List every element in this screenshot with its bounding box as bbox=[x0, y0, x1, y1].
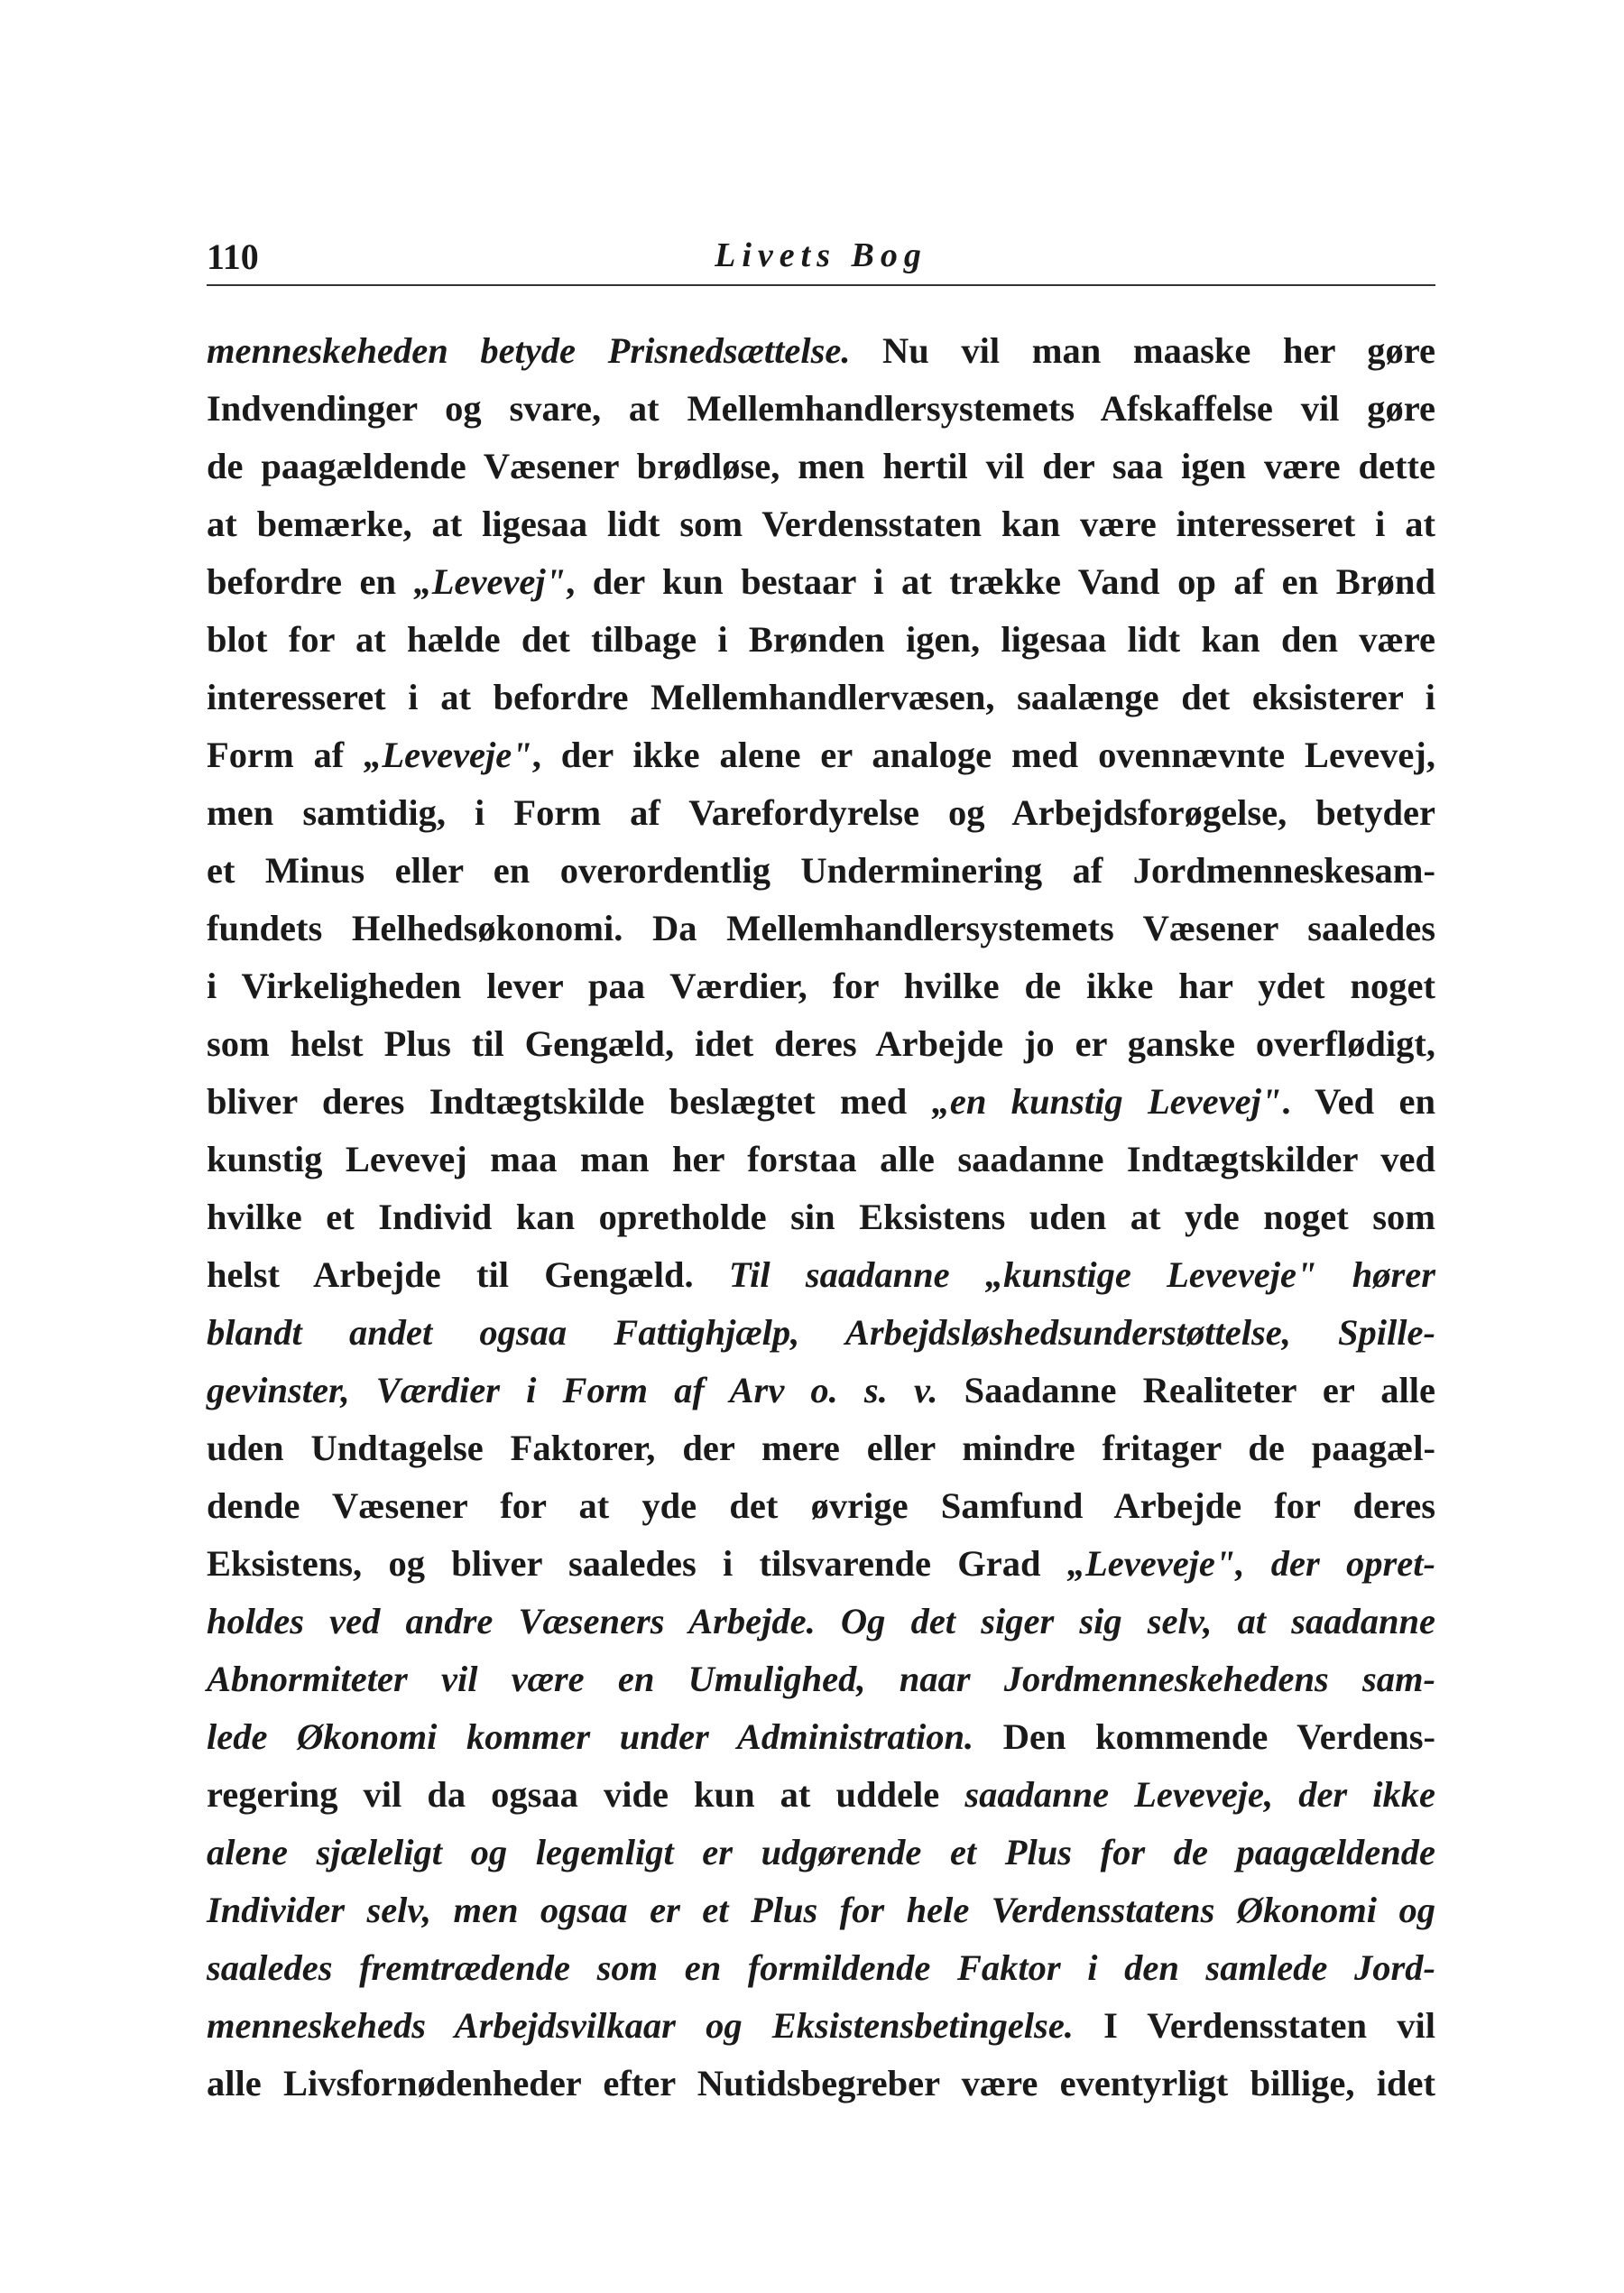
text-line bbox=[207, 1073, 1435, 1131]
text-line bbox=[207, 1766, 1435, 1824]
italic-text-run: „en kunstig Levevej" bbox=[931, 1081, 1282, 1122]
text-line bbox=[207, 1477, 1435, 1535]
text-run: I Verdensstaten vil bbox=[1073, 2005, 1435, 2046]
text-line bbox=[207, 1997, 1435, 2055]
text-line bbox=[207, 1015, 1435, 1073]
text-run: kunstig Levevej maa man her forstaa alle saadanne Indtægtskilder ved bbox=[207, 1139, 1435, 1179]
italic-text-run: alene sjæleligt og legemligt er udgørende et Plus for de paagældende bbox=[207, 1832, 1435, 1872]
text-line bbox=[207, 495, 1435, 553]
italic-text-run: Abnormiteter vil være en Umulighed, naar Jordmenneskehedens sam- bbox=[207, 1659, 1435, 1699]
italic-text-run: „Leveveje", der opret- bbox=[1066, 1543, 1435, 1584]
text-run: at bemærke, at ligesaa lidt som Verdensstaten kan være interesseret i at bbox=[207, 504, 1435, 544]
text-line bbox=[207, 1304, 1435, 1362]
italic-text-run: menneskeheds Arbejdsvilkaar og Eksistensbetingelse. bbox=[207, 2005, 1074, 2046]
text-run: et Minus eller en overordentlig Underminering af Jordmenneskesam- bbox=[207, 850, 1435, 891]
text-run: i Virkeligheden lever paa Værdier, for hvilke de ikke har ydet noget bbox=[207, 966, 1435, 1006]
italic-text-run: „Levevej" bbox=[413, 561, 567, 602]
text-line bbox=[207, 842, 1435, 900]
text-line bbox=[207, 1708, 1435, 1766]
text-run: men samtidig, i Form af Varefordyrelse og Arbejdsforøgelse, betyder bbox=[207, 792, 1435, 833]
text-line bbox=[207, 1419, 1435, 1477]
text-run: befordre en bbox=[207, 561, 414, 602]
text-run: fundets Helhedsøkonomi. Da Mellemhandlersystemets Væsener saaledes bbox=[207, 908, 1435, 948]
text-run: bliver deres Indtægtskilde beslægtet med bbox=[207, 1081, 932, 1122]
text-line bbox=[207, 322, 1435, 380]
text-line bbox=[207, 669, 1435, 726]
text-line bbox=[207, 438, 1435, 495]
text-run: hvilke et Individ kan opretholde sin Eksistens uden at yde noget som bbox=[207, 1197, 1435, 1237]
text-run: blot for at hælde det tilbage i Brønden igen, ligesaa lidt kan den være bbox=[207, 619, 1435, 660]
italic-text-run: menneskeheden betyde Prisnedsættelse. bbox=[207, 330, 851, 371]
text-run: alle Livsfornødenheder efter Nutidsbegreber være eventyrligt billige, idet bbox=[207, 2063, 1435, 2103]
text-line bbox=[207, 1131, 1435, 1188]
italic-text-run: lede Økonomi kommer under Administration. bbox=[207, 1716, 974, 1757]
text-line bbox=[207, 1824, 1435, 1882]
page-header bbox=[207, 230, 1435, 286]
text-run: Den kommende Verdens- bbox=[973, 1716, 1435, 1757]
text-line bbox=[207, 726, 1435, 784]
text-line bbox=[207, 957, 1435, 1015]
text-line bbox=[207, 1535, 1435, 1593]
text-line bbox=[207, 1939, 1435, 1997]
text-run: de paagældende Væsener brødløse, men hertil vil der saa igen være dette bbox=[207, 446, 1435, 486]
italic-text-run: saadanne Leveveje, der ikke bbox=[964, 1774, 1435, 1815]
text-line bbox=[207, 1362, 1435, 1419]
text-run: Nu vil man maaske her gøre bbox=[850, 330, 1435, 371]
text-run: Saadanne Realiteter er alle bbox=[937, 1370, 1435, 1410]
text-run: , der kun bestaar i at trække Vand op af en Brønd bbox=[566, 561, 1435, 602]
text-run: som helst Plus til Gengæld, idet deres Arbejde jo er ganske overflødigt, bbox=[207, 1023, 1435, 1064]
text-run: Eksistens, og bliver saaledes i tilsvarende Grad bbox=[207, 1543, 1067, 1584]
italic-text-run: holdes ved andre Væseners Arbejde. Og det siger sig selv, at saadanne bbox=[207, 1601, 1435, 1641]
italic-text-run: gevinster, Værdier i Form af Arv o. s. v. bbox=[207, 1370, 938, 1410]
page-number: 110 bbox=[207, 236, 259, 277]
text-line bbox=[207, 2055, 1435, 2113]
text-run: dende Væsener for at yde det øvrige Samfund Arbejde for deres bbox=[207, 1485, 1435, 1526]
body-text bbox=[207, 322, 1435, 2113]
text-run: interesseret i at befordre Mellemhandlervæsen, saalænge det eksisterer i bbox=[207, 677, 1435, 717]
text-line bbox=[207, 1246, 1435, 1304]
text-line bbox=[207, 1593, 1435, 1650]
text-run: Form af bbox=[207, 735, 364, 775]
italic-text-run: Til saadanne „kunstige Leveveje" hører bbox=[728, 1254, 1436, 1295]
text-line bbox=[207, 611, 1435, 669]
text-line bbox=[207, 553, 1435, 611]
text-run: uden Undtagelse Faktorer, der mere eller mindre fritager de paagæl- bbox=[207, 1428, 1435, 1468]
text-line bbox=[207, 1650, 1435, 1708]
italic-text-run: „Leveveje" bbox=[364, 735, 532, 775]
text-run: Indvendinger og svare, at Mellemhandlersystemets Afskaffelse vil gøre bbox=[207, 388, 1435, 429]
italic-text-run: saaledes fremtrædende som en formildende Faktor i den samlede Jord- bbox=[207, 1947, 1435, 1988]
italic-text-run: blandt andet ogsaa Fattighjælp, Arbejdsløshedsunderstøttelse, Spille- bbox=[207, 1312, 1435, 1353]
text-line bbox=[207, 784, 1435, 842]
text-line bbox=[207, 1882, 1435, 1939]
running-title: Livets Bog bbox=[715, 236, 927, 274]
text-run: . Ved en bbox=[1281, 1081, 1436, 1122]
text-run: helst Arbejde til Gengæld. bbox=[207, 1254, 729, 1295]
text-line bbox=[207, 900, 1435, 957]
text-line bbox=[207, 380, 1435, 438]
italic-text-run: Individer selv, men ogsaa er et Plus for hele Verdensstatens Økonomi og bbox=[207, 1890, 1435, 1930]
text-run: regering vil da ogsaa vide kun at uddele bbox=[207, 1774, 965, 1815]
text-line bbox=[207, 1188, 1435, 1246]
text-run: , der ikke alene er analoge med ovennævnte Levevej, bbox=[531, 735, 1435, 775]
